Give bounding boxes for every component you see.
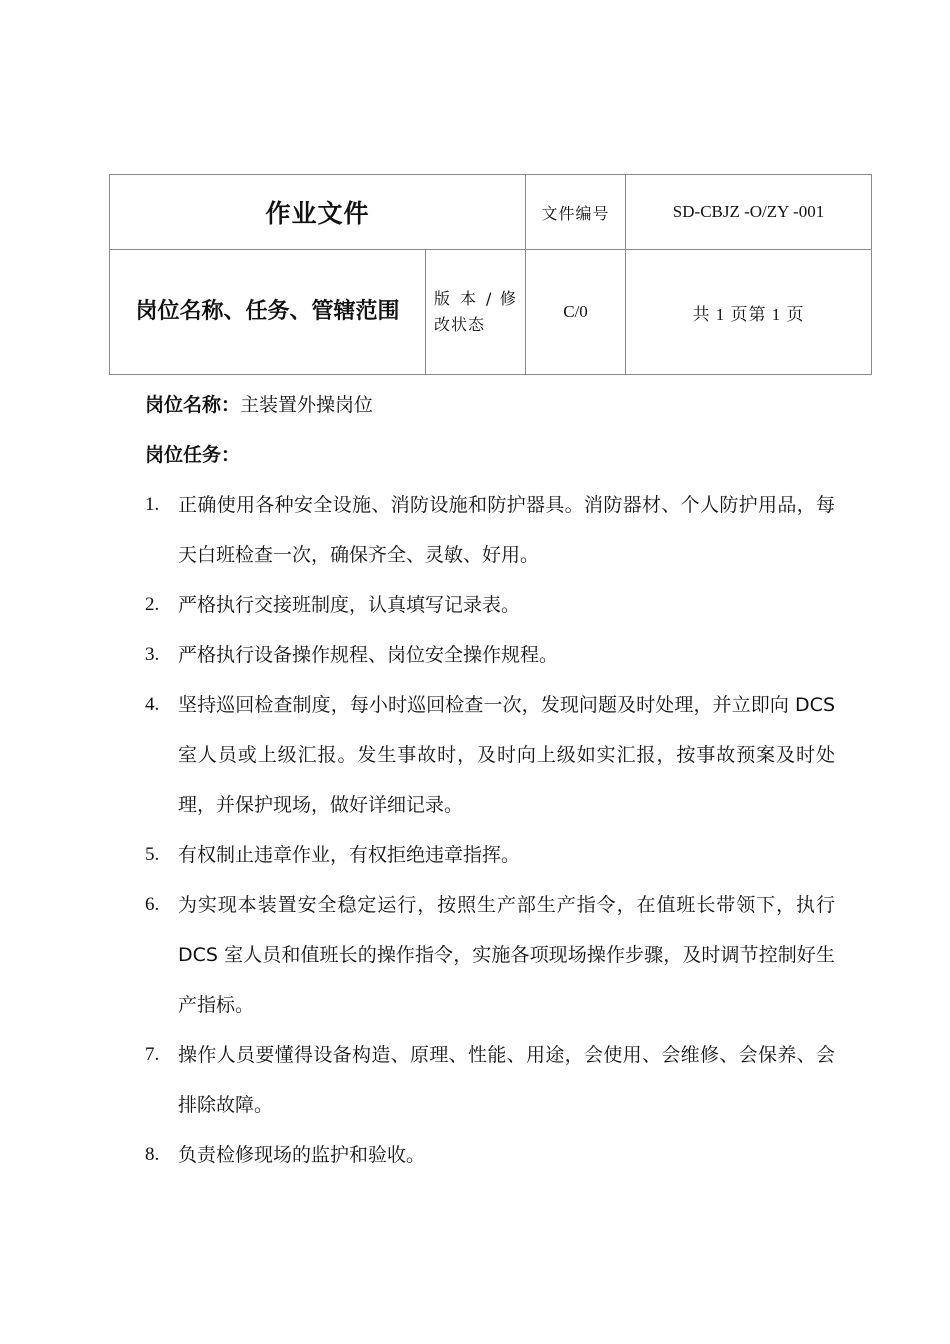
header-row-1 xyxy=(110,175,872,250)
list-item-text: 坚持巡回检查制度，每小时巡回检查一次，发现问题及时处理，并立即向 DCS 室人员或上级汇报。发生事故时，及时向上级如实汇报，按事故预案及时处理，并保护现场，做好详细记录。 xyxy=(178,694,835,816)
task-list xyxy=(145,480,835,1180)
page-info: 共 1 页第 1 页 xyxy=(692,304,805,324)
header-row-2 xyxy=(110,250,872,375)
scope-title-cell xyxy=(110,250,426,375)
version-label-cell xyxy=(426,250,526,375)
doc-number-cell xyxy=(626,175,872,250)
list-item-number: 2. xyxy=(145,594,160,615)
list-item-number: 7. xyxy=(145,1044,160,1065)
list-item-number: 5. xyxy=(145,844,160,865)
list-item-number: 4. xyxy=(145,694,160,715)
list-item xyxy=(145,830,835,880)
document-header-table xyxy=(109,174,872,375)
version-cell xyxy=(526,250,626,375)
list-item xyxy=(145,880,835,1030)
list-item-text: 操作人员要懂得设备构造、原理、性能、用途，会使用、会维修、会保养、会排除故障。 xyxy=(178,1044,835,1116)
position-name: 主装置外操岗位 xyxy=(240,394,374,416)
tasks-heading-line xyxy=(145,430,835,480)
list-item-text: 严格执行交接班制度，认真填写记录表。 xyxy=(178,594,521,616)
list-item xyxy=(145,1130,835,1180)
list-item-number: 1. xyxy=(145,494,160,515)
list-item-text: 正确使用各种安全设施、消防设施和防护器具。消防器材、个人防护用品，每天白班检查一次，确保齐全、灵敏、好用。 xyxy=(178,494,835,566)
doc-number-label: 文件编号 xyxy=(541,203,610,223)
list-item-number: 6. xyxy=(145,894,160,915)
doc-number: SD-CBJZ -O/ZY -001 xyxy=(672,202,825,221)
list-item xyxy=(145,1030,835,1130)
doc-type-title: 作业文件 xyxy=(265,199,370,228)
version-value: C/0 xyxy=(563,302,588,321)
doc-type-cell xyxy=(110,175,526,250)
document-body xyxy=(145,380,835,1180)
list-item xyxy=(145,580,835,630)
list-item-text: 为实现本装置安全稳定运行，按照生产部生产指令，在值班长带领下，执行 DCS 室人员和值班长的操作指令，实施各项现场操作步骤，及时调节控制好生产指标。 xyxy=(178,894,835,1016)
list-item-text: 严格执行设备操作规程、岗位安全操作规程。 xyxy=(178,644,559,666)
list-item xyxy=(145,480,835,580)
version-label: 版 本 / 修 改状态 xyxy=(434,289,518,334)
list-item-number: 8. xyxy=(145,1144,160,1165)
list-item-number: 3. xyxy=(145,644,160,665)
list-item-text: 有权制止违章作业，有权拒绝违章指挥。 xyxy=(178,844,521,866)
page-info-cell xyxy=(626,250,872,375)
list-item xyxy=(145,630,835,680)
list-item-text: 负责检修现场的监护和验收。 xyxy=(178,1144,426,1166)
tasks-label: 岗位任务： xyxy=(145,444,241,466)
position-line xyxy=(145,380,835,430)
list-item xyxy=(145,680,835,830)
doc-number-label-cell xyxy=(526,175,626,250)
scope-title: 岗位名称、任务、管辖范围 xyxy=(135,299,400,324)
position-label: 岗位名称： xyxy=(145,394,241,416)
